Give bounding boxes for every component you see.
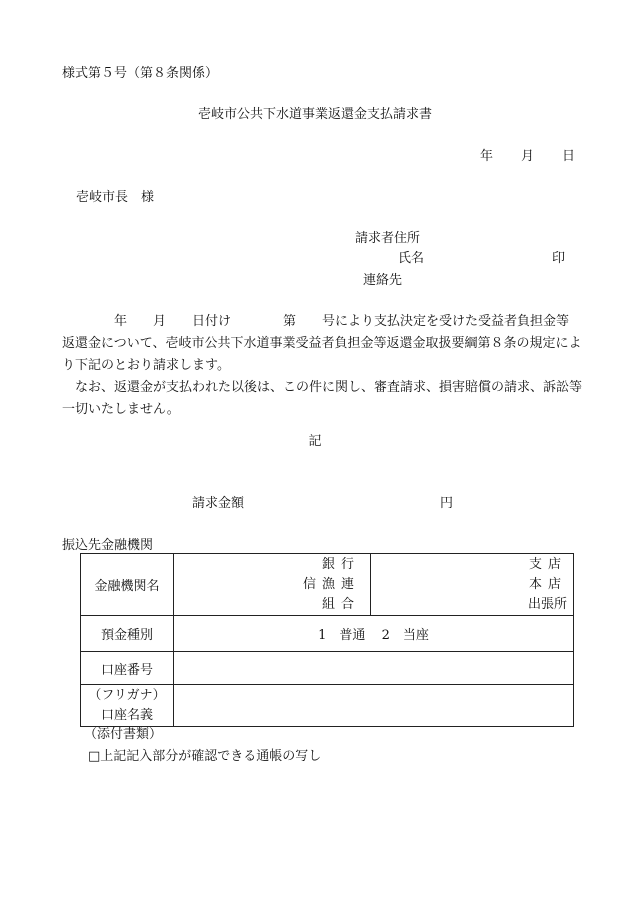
requester-name-label: 氏名: [398, 251, 425, 266]
institution-type: 信漁連: [302, 576, 360, 592]
institution-type: 組合: [321, 596, 360, 612]
request-body: [62, 311, 582, 421]
account-number-row: [81, 652, 574, 685]
branch-type: 出張所: [527, 596, 567, 612]
attachments-title: （添付書類）: [84, 727, 163, 742]
attachment-item[interactable]: □上記記入部分が確認できる通帳の写し: [88, 749, 322, 764]
institution-row: [81, 554, 574, 616]
deposit-row: [81, 616, 574, 652]
date-year: 年: [480, 149, 494, 164]
date-month: 月: [521, 149, 535, 164]
deposit-label: 預金種別: [81, 616, 174, 652]
deposit-options: [174, 616, 574, 652]
furigana-label: （フリガナ）: [88, 687, 166, 703]
form-number: 様式第５号（第８条関係）: [62, 66, 219, 81]
account-number-field[interactable]: [174, 652, 574, 685]
page-title: 壱岐市公共下水道事業返還金支払請求書: [197, 107, 432, 122]
body-line: り下記のとおり請求します。: [62, 358, 230, 373]
body-line: なお、返還金が支払われた以後は、この件に関し、審査請求、損害賠償の請求、訴訟等: [62, 380, 583, 395]
body-line: 年 月 日付け 第 号により支払決定を受けた受益者負担金等: [62, 314, 570, 329]
requester-address-label: 請求者住所: [355, 231, 421, 246]
account-name-label-cell: [81, 685, 174, 727]
requester-contact-label: 連絡先: [363, 273, 403, 288]
branch-type: 支店: [528, 556, 567, 572]
branch-type: 本店: [528, 576, 567, 592]
account-name-label: 口座名義: [100, 707, 153, 723]
deposit-option-checking[interactable]: 2 当座: [381, 628, 429, 643]
amount-label: 請求金額: [192, 496, 245, 511]
bank-caption: 振込先金融機関: [62, 538, 154, 553]
branch-cell[interactable]: [371, 554, 574, 616]
seal-mark: 印: [552, 251, 566, 266]
institution-type: 銀行: [321, 556, 360, 572]
amount-unit: 円: [440, 496, 454, 511]
account-name-row: [81, 685, 574, 727]
institution-label: 金融機関名: [81, 554, 174, 616]
account-number-label: 口座番号: [81, 652, 174, 685]
bank-table: [80, 553, 574, 727]
body-line: 一切いたしません。: [62, 402, 180, 417]
date-day: 日: [562, 149, 576, 164]
body-line: 返還金について、壱岐市公共下水道事業受益者負担金等返還金取扱要綱第８条の規定によ: [62, 336, 582, 351]
date-line: [480, 150, 575, 163]
account-name-field[interactable]: [174, 685, 574, 727]
institution-name-cell[interactable]: [174, 554, 371, 616]
ki-heading: 記: [308, 434, 322, 449]
deposit-option-ordinary[interactable]: 1 普通: [318, 628, 366, 643]
addressee: 壱岐市長 様: [76, 190, 155, 205]
